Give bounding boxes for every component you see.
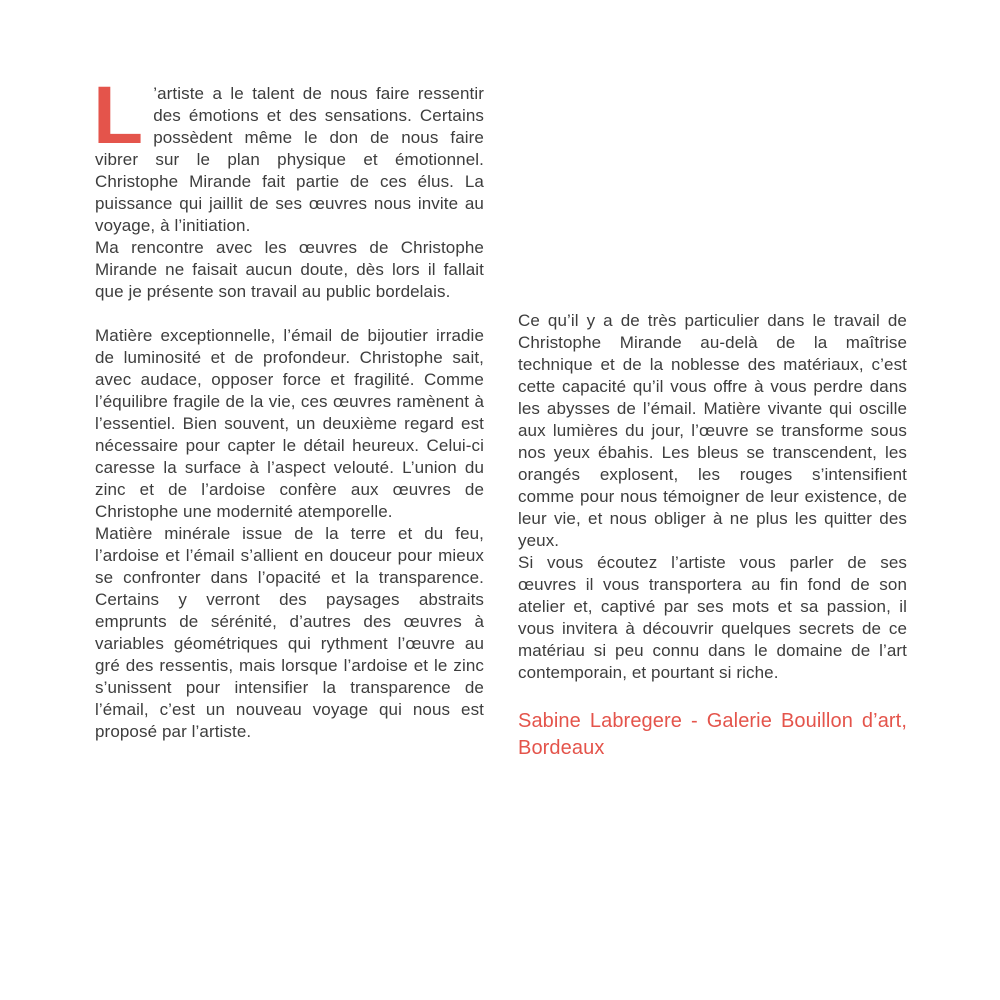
paragraph-particulier: Ce qu’il y a de très particulier dans le travail de Christophe Mirande au-delà de la maîtrise technique et de la noblesse des matériaux, c’est cette capacité qu’il vous offre à vous perdre dans les abysses de l’émail. Matière vivante qui oscille aux lumières du jour, l’œuvre se transforme sous nos yeux ébahis. Les bleus se transcendent, les orangés explosent, les rouges s’intensifient comme pour nous témoigner de leur existence, de leur vie, et nous obliger à ne plus les quitter des yeux.: [518, 311, 907, 550]
paragraph-rencontre: Ma rencontre avec les œuvres de Christophe Mirande ne faisait aucun doute, dès lors il fallait que je présente son travail au public bordelais.: [95, 238, 484, 301]
left-text-column: [93, 70, 484, 743]
paragraph-intro: [93, 70, 484, 237]
attribution-line: Sabine Labregere - Galerie Bouillon d’art, Bordeaux: [518, 710, 907, 759]
paragraph-matiere-minerale: Matière minérale issue de la terre et du feu, l’ardoise et l’émail s’allient en douceur pour mieux se confronter dans l’opacité et la transparence. Certains y verront des paysages abstraits emprunts de sérénité, d’autres des œuvres à variables géométriques qui rythment l’œuvre au gré des ressentis, mais lorsque l’ardoise et le zinc s’unissent pour intensifier la transparence de l’émail, c’est un nouveau voyage qui nous est proposé par l’artiste.: [95, 524, 484, 741]
paragraph-intro-text: ’artiste a le talent de nous faire ressentir des émotions et des sensations. Certains possèdent même le don de nous faire vibrer sur le plan physique et émotionnel. Christophe Mirande fait partie de ces élus. La puissance qui jaillit de ses œuvres nous invite au voyage, à l’initiation.: [95, 84, 484, 235]
paragraph-ecoutez: Si vous écoutez l’artiste vous parler de ses œuvres il vous transportera au fin fond de son atelier et, captivé par ses mots et sa passion, il vous invitera à découvrir quelques secrets de ce matériau si peu connu dans le domaine de l’art contemporain, et pourtant si riche.: [518, 553, 907, 682]
right-text-column: [518, 310, 907, 762]
drop-cap-letter: L: [93, 70, 144, 161]
paragraph-matiere-exceptionnelle: Matière exceptionnelle, l’émail de bijoutier irradie de luminosité et de profondeur. Christophe sait, avec audace, opposer force et fragilité. Comme l’équilibre fragile de la vie, ces œuvres ramènent à l’essentiel. Bien souvent, un deuxième regard est nécessaire pour capter le détail heureux. Celui-ci caresse la surface à l’aspect velouté. L’union du zinc et de l’ardoise confère aux œuvres de Christophe une modernité atemporelle.: [95, 326, 484, 521]
